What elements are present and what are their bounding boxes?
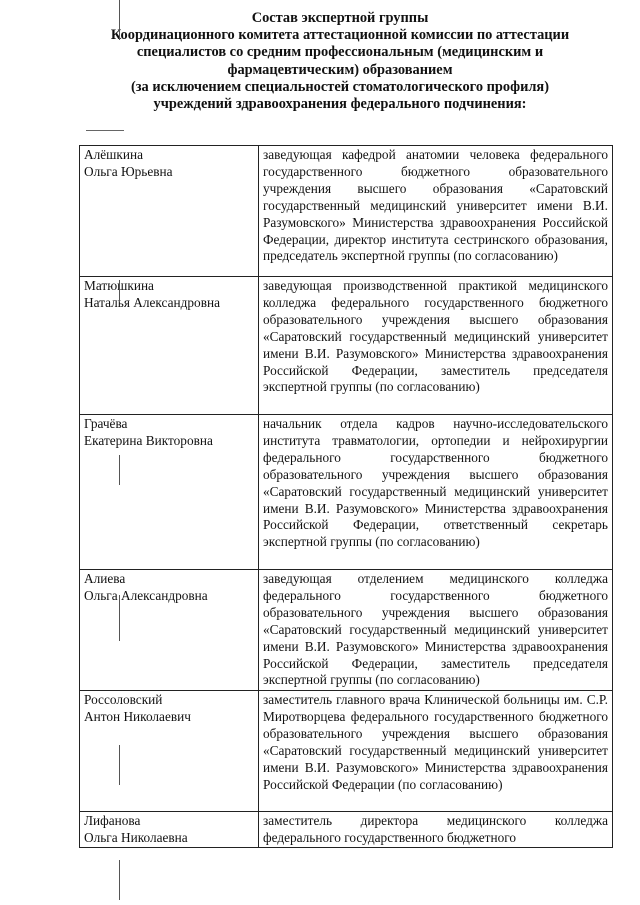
scan-artifact-dash [86,130,124,131]
expert-group-table [79,145,613,848]
document-title [40,10,640,113]
member-given-name: Екатерина Викторовна [84,432,213,448]
member-name-cell [80,812,259,848]
scan-artifact-line [119,280,120,302]
title-line-4: фармацевтическим) образованием [227,61,453,78]
member-name-cell [80,691,259,812]
member-surname: Грачёва [84,416,128,431]
member-role-cell: заведующая отделением медицинского колледжа федерального государственного бюджетного образовательного учреждения высшего образования «Саратовский государственный медицинский университет имени В.И. Разумовского» Министерства здравоохранения Российской Федерации, заместитель председателя экспертной группы (по согласованию) [259,570,613,691]
member-role-cell: заведующая производственной практикой медицинского колледжа федерального государственного бюджетного образовательного учреждения высшего образования «Саратовский государственный медицинский университет имени В.И. Разумовского» Министерства здравоохранения Российской Федерации, заместитель председателя экспертной группы (по согласованию) [259,277,613,415]
member-name-cell [80,570,259,691]
member-given-name: Ольга Николаевна [84,829,188,845]
member-surname: Алёшкина [84,147,143,162]
scan-artifact-line [119,0,120,40]
title-line-2: Координационного комитета аттестационной комиссии по аттестации [110,27,570,44]
scan-artifact-line [119,595,120,641]
table-row [80,415,613,570]
title-line-6: учреждений здравоохранения федерального подчинения: [153,96,527,113]
member-surname: Россоловский [84,692,163,707]
member-name-cell [80,277,259,415]
table-row [80,691,613,812]
member-role-cell: заместитель главного врача Клинической больницы им. С.Р. Миротворцева федерального государственного бюджетного образовательного учреждения высшего образования «Саратовский государственный медицинский университет имени В.И. Разумовского» Министерства здравоохранения Российской Федерации (по согласованию) [259,691,613,812]
member-given-name: Ольга Юрьевна [84,163,173,179]
member-role-cell: заведующая кафедрой анатомии человека федерального государственного бюджетного образовательного учреждения высшего образования «Саратовский государственный медицинский университет имени В.И. Разумовского» Министерства здравоохранения Российской Федерации, директор института сестринского образования, председатель экспертной группы (по согласованию) [259,146,613,277]
title-line-5: (за исключением специальностей стоматологического профиля) [130,78,550,95]
table-row [80,570,613,691]
member-name-cell [80,415,259,570]
title-line-3: специалистов со средним профессиональным (медицинским и [136,44,544,61]
member-given-name: Наталья Александровна [84,294,221,310]
member-surname: Матюшкина [84,278,154,293]
scan-artifact-line [119,745,120,785]
member-surname: Лифанова [84,813,141,828]
member-given-name: Антон Николаевич [84,708,191,724]
scan-artifact-line [119,455,120,485]
table-row [80,277,613,415]
table-row [80,812,613,848]
scan-artifact-line [119,860,120,900]
member-role-cell: заместитель директора медицинского колледжа федерального государственного бюджетного [259,812,613,848]
member-surname: Алиева [84,571,126,586]
member-name-cell [80,146,259,277]
member-role-cell: начальник отдела кадров научно-исследовательского института травматологии, ортопедии и нейрохирургии федерального государственного бюджетного образовательного учреждения высшего образования «Саратовский государственный медицинский университет имени В.И. Разумовского» Министерства здравоохранения Российской Федерации, ответственный секретарь экспертной группы (по согласованию) [259,415,613,570]
title-line-1: Состав экспертной группы [251,10,429,26]
member-given-name: Ольга Александровна [84,587,208,603]
table-row [80,146,613,277]
